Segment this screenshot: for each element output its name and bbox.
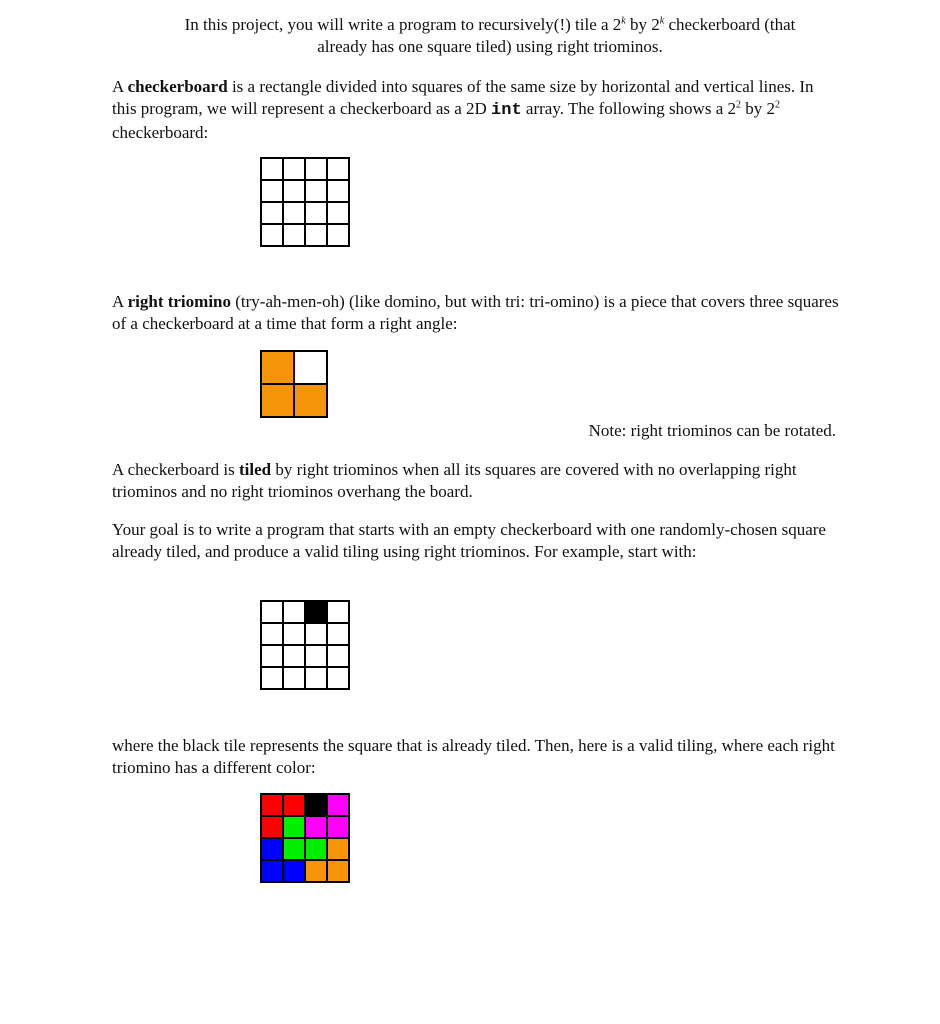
board-cell [262, 646, 284, 668]
board-cell [295, 385, 328, 418]
board-cell [306, 181, 328, 203]
board-cell [306, 817, 328, 839]
board-cell [295, 352, 328, 385]
board-cell [306, 624, 328, 646]
board-cell [328, 225, 350, 247]
board-cell [284, 203, 306, 225]
board-cell [328, 602, 350, 624]
board-cell [262, 839, 284, 861]
board-cell [328, 668, 350, 690]
board-cell [262, 817, 284, 839]
board-cell [284, 225, 306, 247]
board-cell [262, 225, 284, 247]
board-cell [262, 181, 284, 203]
goal-paragraph: Your goal is to write a program that starts with an empty checkerboard with one randomly-chosen square already tiled, and produce a valid tiling using right triominos. For example, start with: [112, 520, 826, 561]
board-cell [284, 181, 306, 203]
board-cell [284, 646, 306, 668]
empty-checkerboard [260, 157, 350, 247]
explanation-paragraph: where the black tile represents the square that is already tiled. Then, here is a valid tiling, where each right triomino has a different color: [112, 736, 835, 777]
tiled-square [306, 795, 326, 815]
board-cell [262, 602, 284, 624]
board-cell [306, 602, 328, 624]
board-cell [306, 839, 328, 861]
board-cell [262, 624, 284, 646]
triomino-definition: A right triomino (try-ah-men-oh) (like domino, but with tri: tri-omino) is a piece that covers three squares of a checkerboard at a time that form a right angle: [112, 292, 839, 333]
board-cell [262, 159, 284, 181]
board-cell [328, 839, 350, 861]
board-cell [284, 668, 306, 690]
board-cell [262, 352, 295, 385]
board-cell [328, 203, 350, 225]
board-cell [328, 817, 350, 839]
intro-line-1: In this project, you will write a program to recursively(!) tile a 2$^k$ by 2$^k$ checkerboard (that [184, 15, 796, 34]
board-cell [328, 181, 350, 203]
board-cell [262, 668, 284, 690]
board-cell [328, 646, 350, 668]
board-cell [306, 203, 328, 225]
board-cell [284, 795, 306, 817]
board-cell [262, 203, 284, 225]
board-cell [306, 861, 328, 883]
rotation-note: Note: right triominos can be rotated. [588, 421, 836, 440]
board-cell [306, 225, 328, 247]
board-cell [328, 624, 350, 646]
tiled-checkerboard [260, 793, 350, 883]
tiled-definition: A checkerboard is tiled by right triominos when all its squares are covered with no overlapping right triominos and no right triominos overhang the board. [112, 460, 797, 501]
board-cell [306, 646, 328, 668]
board-cell [284, 861, 306, 883]
board-cell [306, 795, 328, 817]
intro-line-2: already has one square tiled) using right triominos. [317, 37, 663, 56]
board-cell [262, 795, 284, 817]
board-cell [262, 385, 295, 418]
intro-paragraph [110, 14, 870, 58]
triomino-example [260, 350, 328, 418]
start-checkerboard [260, 600, 350, 690]
board-cell [284, 159, 306, 181]
board-cell [306, 668, 328, 690]
board-cell [306, 159, 328, 181]
checkerboard-definition: A checkerboard is a rectangle divided into squares of the same size by horizontal and vertical lines. In this program, we will represent a checkerboard as a 2D int array. The following shows a $2^2$ by $2^2$ checkerboard: [112, 77, 814, 142]
board-cell [328, 795, 350, 817]
board-cell [284, 624, 306, 646]
board-cell [262, 861, 284, 883]
tiled-square [306, 602, 326, 622]
board-cell [284, 839, 306, 861]
board-cell [284, 817, 306, 839]
board-cell [328, 861, 350, 883]
board-cell [328, 159, 350, 181]
board-cell [284, 602, 306, 624]
